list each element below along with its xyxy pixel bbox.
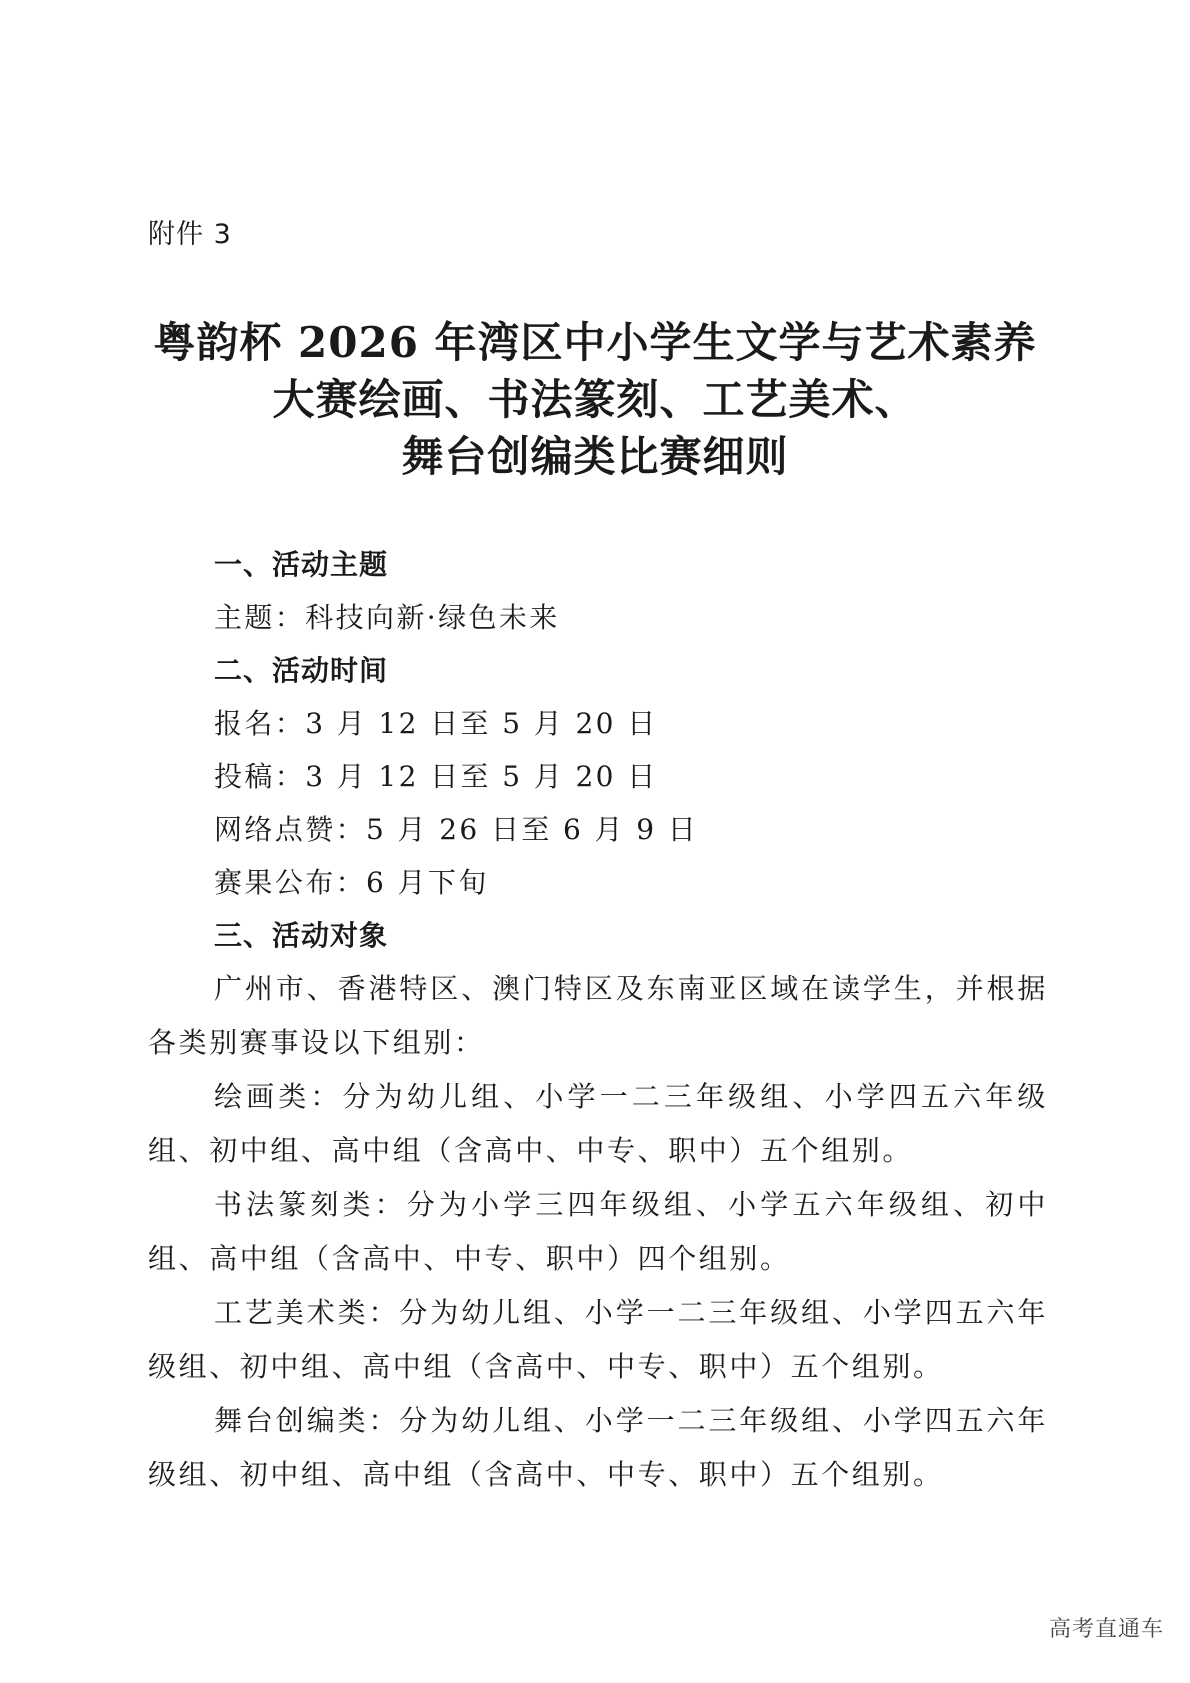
online-vote-period: 网络点赞：5 月 26 日至 6 月 9 日 [214,813,699,846]
document-body [148,538,1048,1502]
attachment-label: 附件 3 [148,219,232,250]
document-title-line-2: 大赛绘画、书法篆刻、工艺美术、 [272,375,918,424]
section-heading-theme: 一、活动主题 [214,548,389,581]
participants-intro: 广州市、香港特区、澳门特区及东南亚区域在读学生，并根据各类别赛事设以下组别： [148,972,1048,1059]
section-heading-participants: 三、活动对象 [214,919,389,952]
submission-period: 投稿：3 月 12 日至 5 月 20 日 [214,760,658,793]
crafts-groups: 工艺美术类：分为幼儿组、小学一二三年级组、小学四五六年级组、初中组、高中组（含高中、中专、职中）五个组别。 [148,1296,1048,1383]
section-heading-time: 二、活动时间 [214,654,389,687]
result-announcement: 赛果公布：6 月下旬 [214,866,489,899]
watermark-text: 高考直通车 [1048,1617,1164,1642]
theme-text: 主题：科技向新·绿色未来 [214,601,560,634]
signup-period: 报名：3 月 12 日至 5 月 20 日 [214,707,658,740]
painting-groups: 绘画类：分为幼儿组、小学一二三年级组、小学四五六年级组、初中组、高中组（含高中、中专、职中）五个组别。 [148,1080,1048,1167]
calligraphy-groups: 书法篆刻类：分为小学三四年级组、小学五六年级组、初中组、高中组（含高中、中专、职中）四个组别。 [148,1188,1048,1275]
document-title-line-3: 舞台创编类比赛细则 [401,432,789,481]
stage-groups: 舞台创编类：分为幼儿组、小学一二三年级组、小学四五六年级组、初中组、高中组（含高中、中专、职中）五个组别。 [148,1404,1048,1491]
document-title-line-1: 粤韵杯 2026 年湾区中小学生文学与艺术素养 [153,318,1037,367]
